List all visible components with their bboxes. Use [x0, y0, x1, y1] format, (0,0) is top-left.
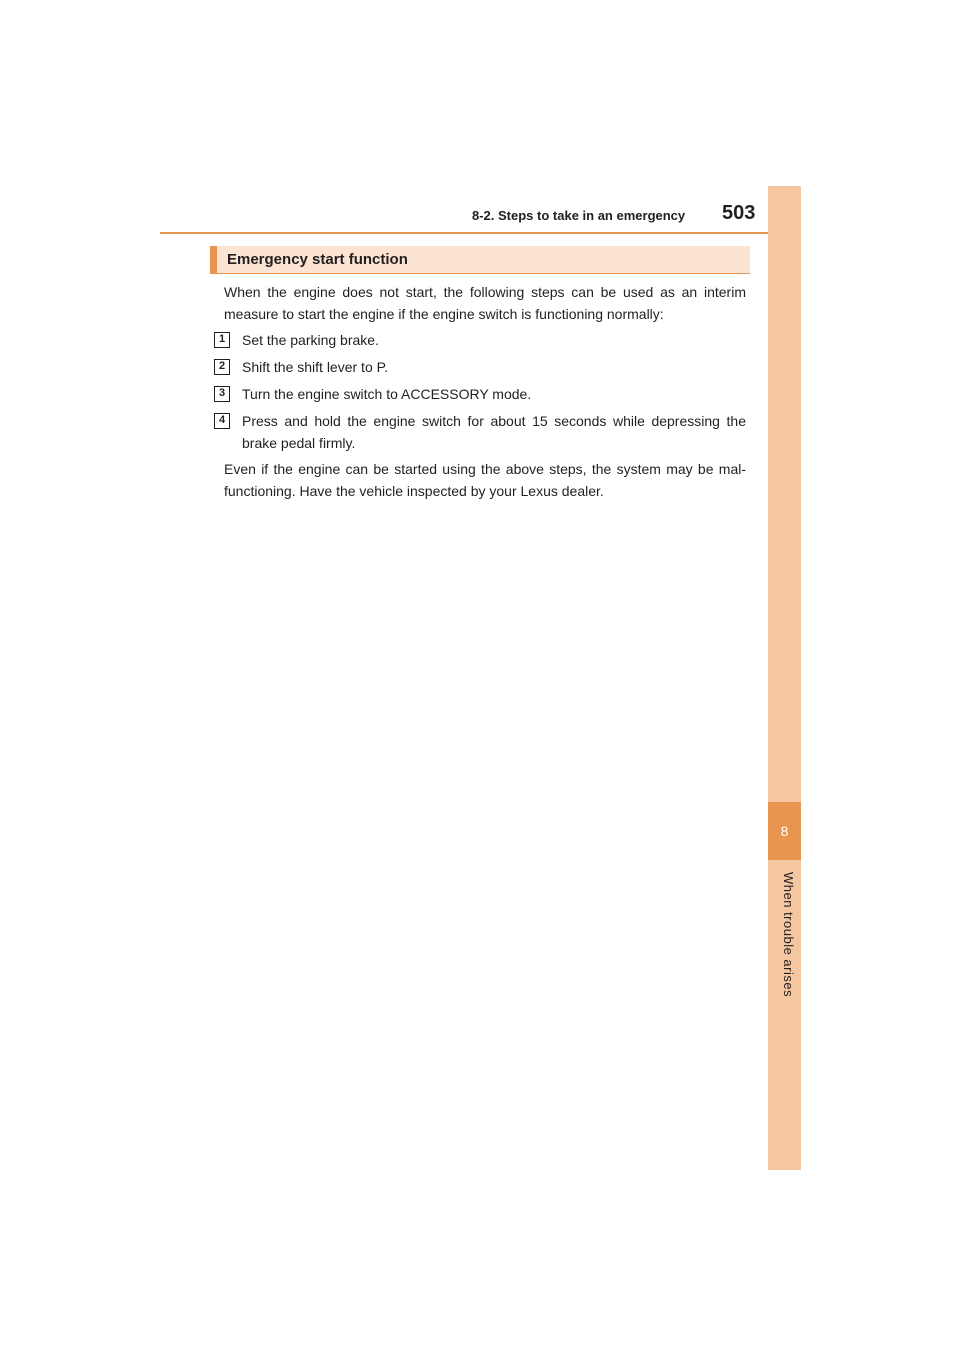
chapter-number-badge: 8 [768, 802, 801, 860]
note-paragraph: Even if the engine can be started using the above steps, the system may be mal-functioning. Have the vehicle inspected by your Lexus dealer. [224, 461, 746, 499]
header-section-title: 8-2. Steps to take in an emergency [472, 208, 686, 223]
section-title: Emergency start function [227, 251, 408, 268]
step-number-badge: 3 [214, 386, 230, 402]
step-text: Press and hold the engine switch for about 15 seconds while depressing the brake pedal firmly. [242, 413, 746, 451]
section-heading-bar [210, 246, 750, 274]
step-number-badge: 4 [214, 413, 230, 429]
step-number-badge: 2 [214, 359, 230, 375]
page-number: 503 [722, 202, 756, 224]
step-number-badge: 1 [214, 332, 230, 348]
chapter-title: When trouble arises [781, 872, 796, 998]
step-text: Set the parking brake. [242, 332, 379, 348]
chapter-side-tab [768, 186, 801, 1170]
intro-paragraph: When the engine does not start, the following steps can be used as an interim measure to start the engine if the engine switch is functioning normally: [224, 284, 746, 322]
step-text: Turn the engine switch to ACCESSORY mode. [242, 386, 532, 402]
header-divider [160, 232, 800, 234]
step-text: Shift the shift lever to P. [242, 359, 389, 375]
